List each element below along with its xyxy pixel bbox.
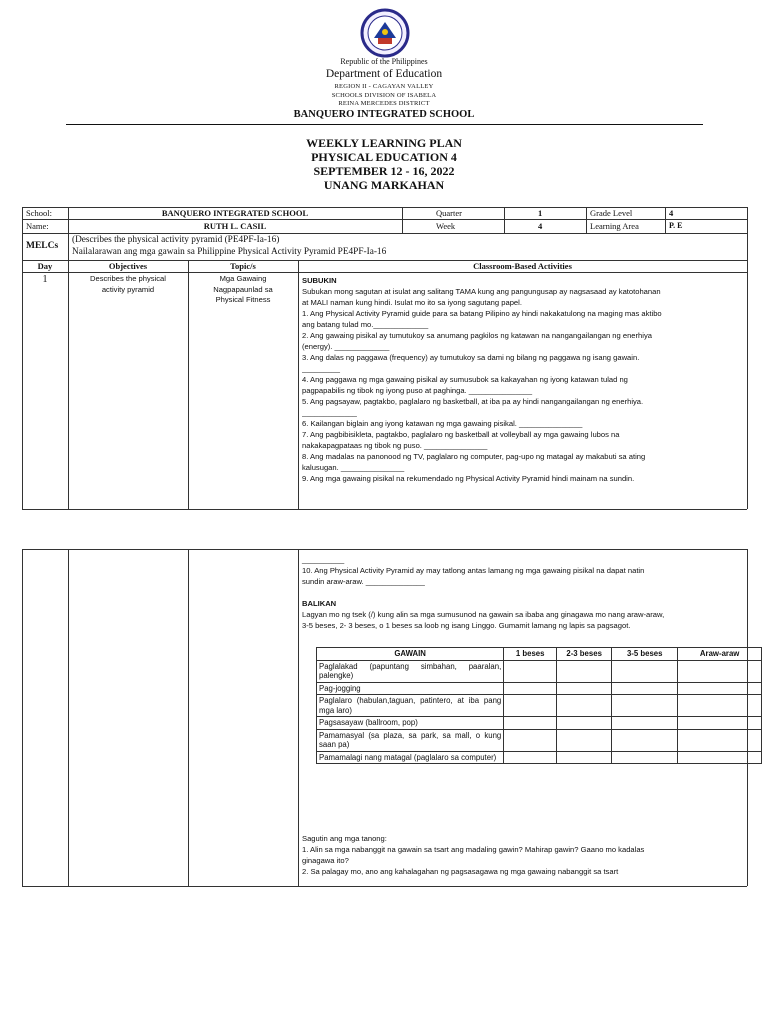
- checkbox-cell[interactable]: [557, 729, 612, 751]
- week-label: Week: [436, 221, 456, 231]
- checkbox-cell[interactable]: [678, 660, 762, 682]
- activity-line: Sagutin ang mga tanong:: [302, 834, 387, 843]
- gawain-activity-cell: Pagsasayaw (ballroom, pop): [317, 717, 504, 730]
- activity-line: pagpapabilis ng tibok ng iyong puso at paghinga. _______________: [302, 386, 533, 395]
- quarter-value: 1: [538, 208, 543, 218]
- activity-line: 10. Ang Physical Activity Pyramid ay may tatlong antas lamang ng mga gawaing pisikal na dapat natin: [302, 566, 645, 575]
- header-republic: Republic of the Philippines: [340, 57, 428, 66]
- activity-line: ginagawa ito?: [302, 856, 349, 865]
- col-activities: Classroom-Based Activities: [473, 261, 572, 271]
- row1-day: 1: [42, 274, 48, 285]
- checkbox-cell[interactable]: [504, 660, 557, 682]
- name-value: RUTH L. CASIL: [203, 221, 267, 231]
- title-quarter: UNANG MARKAHAN: [323, 178, 445, 192]
- gawain-row: [317, 695, 762, 717]
- header-region: REGION II - CAGAYAN VALLEY: [334, 83, 434, 90]
- quarter-label: Quarter: [436, 208, 462, 218]
- checkbox-cell[interactable]: [504, 729, 557, 751]
- activities-page2-bottom: [302, 833, 744, 877]
- activity-line: 7. Ang pagbibisikleta, pagtakbo, paglalaro ng basketball at volleyball ay mga gawaing lubos na: [302, 430, 620, 439]
- activity-line: 2. Ang gawaing pisikal ay tumutukoy sa anumang pagkilos ng katawan na nangangailangan ng enerhiya: [302, 331, 652, 340]
- checkbox-cell[interactable]: [504, 695, 557, 717]
- gawain-activity-cell: Paglalakad (papuntang simbahan, paaralan, palengke): [317, 660, 504, 682]
- row1-topic: Mga Gawaing Nagpapaunlad sa Physical Fitness: [213, 274, 273, 304]
- checkbox-cell[interactable]: [557, 695, 612, 717]
- checkbox-cell[interactable]: [678, 695, 762, 717]
- activity-line: _________: [302, 364, 341, 373]
- activity-line: SUBUKIN: [302, 276, 337, 285]
- title-subject: PHYSICAL EDUCATION 4: [311, 150, 457, 164]
- week-value: 4: [538, 221, 543, 231]
- activity-line: 9. Ang mga gawaing pisikal na rekumendado ng Physical Activity Pyramid hindi mainam na sundin.: [302, 474, 635, 483]
- checkbox-cell[interactable]: [678, 682, 762, 695]
- grade-label: Grade Level: [590, 208, 633, 218]
- activity-line: sundin araw-araw. ______________: [302, 577, 425, 586]
- checkbox-cell[interactable]: [504, 751, 557, 764]
- name-label: Name:: [26, 221, 49, 231]
- area-value: P. E: [669, 221, 683, 230]
- activity-line: kalusugan. _______________: [302, 463, 405, 472]
- row1-objective: Describes the physical activity pyramid: [90, 274, 166, 294]
- checkbox-cell[interactable]: [612, 717, 678, 730]
- activity-line: Lagyan mo ng tsek (/) kung alin sa mga sumusunod na gawain sa ibaba ang ginagawa mo nang araw-araw,: [302, 610, 665, 619]
- checkbox-cell[interactable]: [612, 751, 678, 764]
- activity-line: at MALI naman kung hindi. Isulat mo ito sa iyong sagutang papel.: [302, 298, 522, 307]
- activity-line: _____________: [302, 408, 357, 417]
- activity-line: 2. Sa palagay mo, ano ang kahalagahan ng pagsasagawa ng mga gawaing nabanggit sa tsart: [302, 867, 619, 876]
- gawain-activity-cell: Pag-jogging: [317, 682, 504, 695]
- activity-line: 3-5 beses, 2- 3 beses, o 1 beses sa loob ng isang Linggo. Gumamit lamang ng lapis sa pagsagot.: [302, 621, 631, 630]
- gawain-row: [317, 682, 762, 695]
- gawain-activity-cell: Pamamasyal (sa plaza, sa park, sa mall, o kung saan pa): [317, 729, 504, 751]
- checkbox-cell[interactable]: [678, 751, 762, 764]
- checkbox-cell[interactable]: [557, 717, 612, 730]
- gawain-activity-cell: Pamamalagi nang matagal (paglalaro sa computer): [317, 751, 504, 764]
- col-day: Day: [37, 261, 53, 271]
- gawain-table: [316, 647, 762, 764]
- activity-line: 5. Ang pagsayaw, pagtakbo, paglalaro ng basketball, at iba pa ay hindi nangangailangan ng enerhiya.: [302, 397, 644, 406]
- gawain-row: [317, 751, 762, 764]
- checkbox-cell[interactable]: [557, 682, 612, 695]
- school-label: School:: [26, 208, 52, 218]
- checkbox-cell[interactable]: [612, 729, 678, 751]
- activity-line: 1. Ang Physical Activity Pyramid guide para sa batang Pilipino ay hindi nakakatulong na maging mas aktibo: [302, 309, 662, 318]
- checkbox-cell[interactable]: [504, 717, 557, 730]
- title-dates: SEPTEMBER 12 - 16, 2022: [313, 164, 455, 178]
- checkbox-cell[interactable]: [504, 682, 557, 695]
- gawain-header-cell: 3-5 beses: [612, 648, 678, 661]
- gawain-header-cell: 1 beses: [504, 648, 557, 661]
- school-value: BANQUERO INTEGRATED SCHOOL: [161, 208, 309, 218]
- melcs-line1: (Describes the physical activity pyramid (PE4PF-Ia-16): [72, 235, 280, 245]
- gawain-header-cell: GAWAIN: [317, 648, 504, 661]
- gawain-header-cell: Araw-araw: [678, 648, 762, 661]
- checkbox-cell[interactable]: [678, 717, 762, 730]
- activity-line: 1. Alin sa mga nabanggit na gawain sa tsart ang madaling gawin? Mahirap gawin? Gaano mo kadalas: [302, 845, 645, 854]
- activity-line: __________: [302, 555, 345, 564]
- gawain-activity-cell: Paglalaro (habulan,taguan, patintero, at iba pang mga laro): [317, 695, 504, 717]
- activity-line: (energy). _____________: [302, 342, 390, 351]
- checkbox-cell[interactable]: [557, 660, 612, 682]
- checkbox-cell[interactable]: [612, 695, 678, 717]
- header-school: BANQUERO INTEGRATED SCHOOL: [293, 109, 475, 120]
- activity-line: 8. Ang madalas na panonood ng TV, paglalaro ng computer, pag-upo ng matagal ay makabuti sa ating: [302, 452, 646, 461]
- col-objectives: Objectives: [108, 261, 148, 271]
- activity-line: nakakapagpataas ng tibok ng puso. _______________: [302, 441, 488, 450]
- checkbox-cell[interactable]: [557, 751, 612, 764]
- header-district: REINA MERCEDES DISTRICT: [338, 100, 430, 107]
- checkbox-cell[interactable]: [678, 729, 762, 751]
- activity-line: BALIKAN: [302, 599, 337, 608]
- gawain-row: [317, 729, 762, 751]
- activity-line: 3. Ang dalas ng paggawa (frequency) ay tumutukoy sa dami ng bilang ng paggawa ng isang gawain.: [302, 353, 640, 362]
- header-divider: [66, 124, 703, 125]
- activities-page2-top: [302, 554, 744, 631]
- activity-line: 6. Kailangan biglain ang iyong katawan ng mga gawaing pisikal. _______________: [302, 419, 583, 428]
- title-plan: WEEKLY LEARNING PLAN: [306, 136, 462, 150]
- grade-value: 4: [669, 208, 674, 218]
- checkbox-cell[interactable]: [612, 682, 678, 695]
- gawain-header-cell: 2-3 beses: [557, 648, 612, 661]
- activity-line: ang batang tulad mo._____________: [302, 320, 429, 329]
- header-division: SCHOOLS DIVISION OF ISABELA: [331, 92, 437, 99]
- activity-line: Subukan mong sagutan at isulat ang salitang TAMA kung ang pangungusap ay nagsasaad ay katotohanan: [302, 287, 661, 296]
- area-label: Learning Area: [590, 221, 639, 231]
- col-topics: Topic/s: [230, 261, 256, 271]
- activity-line: 4. Ang paggawa ng mga gawaing pisikal ay sumusubok sa kakayahan ng iyong katawan tulad ng: [302, 375, 628, 384]
- header-department: Department of Education: [325, 68, 443, 80]
- gawain-row: [317, 660, 762, 682]
- gawain-row: [317, 717, 762, 730]
- activities-page1: [302, 275, 744, 509]
- melcs-line2: Nailalarawan ang mga gawain sa Philippine Physical Activity Pyramid PE4PF-Ia-16: [72, 247, 387, 257]
- activity-line: [302, 587, 744, 598]
- deped-seal-icon: [354, 8, 416, 58]
- melcs-label: MELCs: [26, 241, 59, 251]
- checkbox-cell[interactable]: [612, 660, 678, 682]
